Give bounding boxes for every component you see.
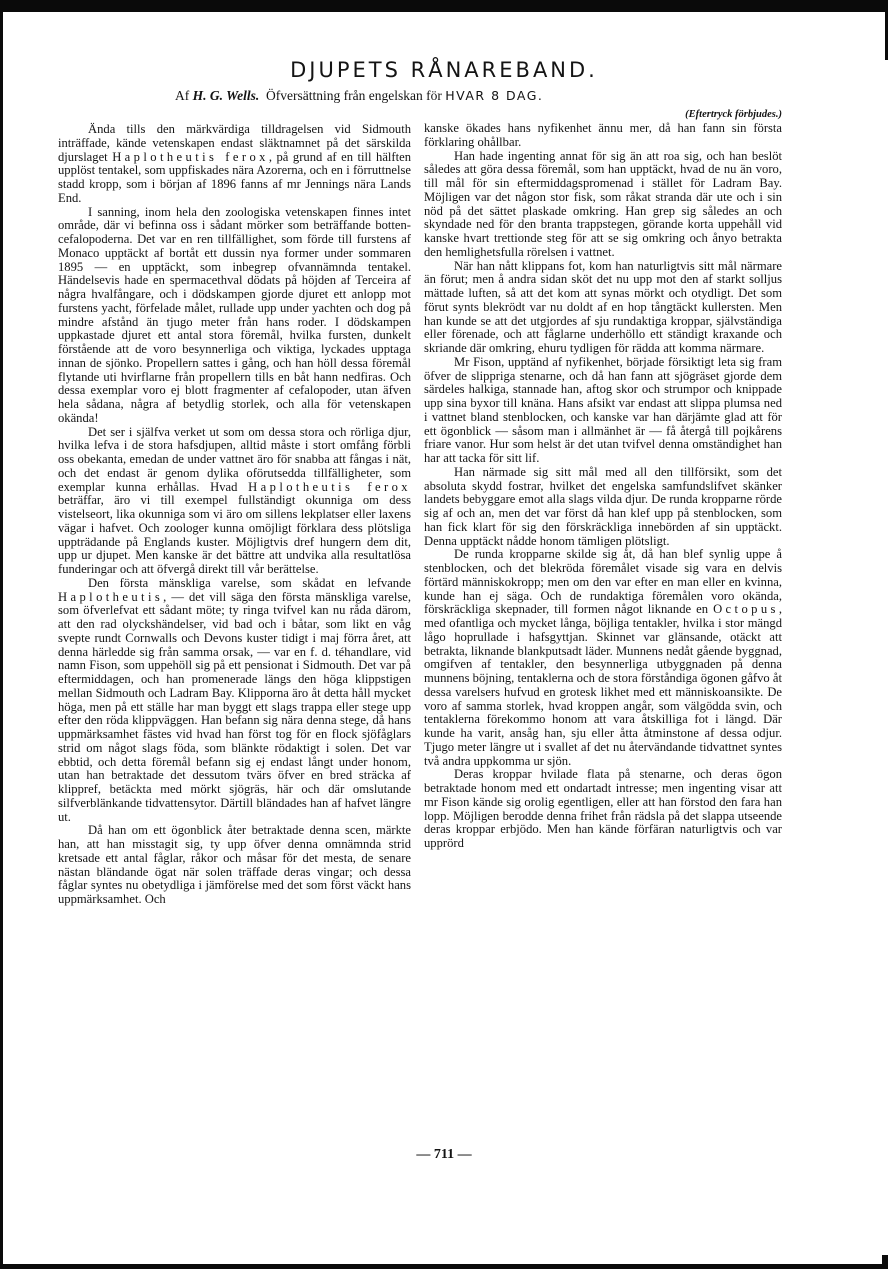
paragraph: Deras kroppar hvilade flata på stenarne, och deras ögon betraktade honom med ett ondartadt intresse; men ingenting visar att mr Fison kände sig orolig egentligen, eller att han förstod den fara han lopp. Möjligen berodde denna frihet från rädsla på det slappa utseende deras kroppar erbjödo. Men han kände förfäran naturligtvis och var upprörd — [424, 767, 782, 850]
paragraph: Han hade ingenting annat för sig än att roa sig, och han beslöt således att göra dessa föremål, som han upptäckt, hvad de nu än voro, till mål för sin eftermiddagspromenad i stället för Ladram Bay. Möjligen var det någon stor fisk, som råkat stranda där ute och i sin nöd på det sättet plaskade omkring. Han grep sig således an och skyndade ned för den branta trappstegen, görande korta uppehåll vid kanske hvart trettionde steg för att se sig omkring och ånyo betrakta den hemlighetsfulla rörelsen i vattnet. — [424, 148, 782, 259]
paragraph: Mr Fison, upptänd af nyfikenhet, började försiktigt leta sig fram öfver de slippriga stenarne, och då han fann att sjögräset gjorde dem särdeles halkiga, stannade han, aftog skor och strumpor och knippade upp sina byxor till knäna. Hans afsikt var endast att slippa plumsa ned i vattnet bland stenblocken, och kanske var han därjämte glad att för ett ögonblick — såsom man i allmänhet är — få återgå till pojkårens friare vanor. Hur som helst är det utan tvifvel denna omständighet han har att tacka för sitt lif. — [424, 354, 782, 465]
paragraph: Ända tills den märkvärdiga tilldragelsen vid Sidmouth inträffade, kände vetenskapen endast släktnamnet på det särskilda djurslaget Haplotheutis ferox, på grund af en till hälften upplöst tentakel, som uppfiskades nära Azorerna, och en i förruttnelse stadd kropp, som i början af 1896 fanns af mr Jennings nära Lands End. — [58, 122, 411, 205]
scan-edge-top — [0, 0, 888, 12]
translation-note: Öfversättning från engelskan för — [266, 88, 442, 103]
byline-prefix: Af — [175, 88, 190, 103]
species-name: Haplotheutis ferox — [112, 149, 269, 164]
paragraph: I sanning, inom hela den zoologiska vetenskapen finnes intet område, där vi befinna oss i sådant mörker som beträffande botten-cefalopoderna. Det var en ren tillfällighet, som förde till furstens af Monaco upptäckt af bortåt ett dussin nya former under sommaren 1895 — en upptäckt, som inbegrep ofvannämnda tentakel. Händelsevis hade en spermacethval dödats på höjden af Terceira af några hvalfångare, och i dödskampen gjorde djuret ett anlopp mot furstens yacht, förfelade målet, rullade upp under yachten och dog på mindre afstånd än tjugo meter från hans roder. I dödskampen uppkastade djuret ett antal stora föremål, hvilka fursten, dunkelt förstående att de voro besynnerliga och viktiga, lyckades upptaga innan de sjönko. Propellern sattes i gång, och han höll dessa föremål flytande uti hvirflarne från propellern tills en båt hann nedfiras. Och dessa exemplar voro ej blott fragmenter af cefalopoder, utan äfven hela sådana, några af betydlig storlek, och alla för vetenskapen okända! — [58, 204, 411, 425]
paragraph: Den första mänskliga varelse, som skådat en lefvande Haplotheutis, — det vill säga den första mänskliga varelse, som öfverlefvat ett sådant möte; ty ringa tvifvel kan nu råda därom, att den rad olyckshändelser, vid bad och i båtar, som likt en våg svepte rundt Cornwalls och Devons kuster tidigt i maj förra året, att denna härledde sig från samma orsak, — var en f. d. téhandlare, vid namn Fison, som uppehöll sig på ett pensionat i Sidmouth. Det var på eftermiddagen, och han promenerade längs den höga klippstigen mellan Sidmouth och Ladram Bay. Klipporna äro åt detta håll mycket höga, men på ett ställe har man byggt ett slags trappa eller stege upp efter den röda klippväggen. Han befann sig nära denna stege, då hans uppmärksamhet fästes vid hvad han först tog för en flock sjöfåglars strid om något slags föda, som blänkte rödaktigt i solen. Det var ebbtid, och detta föremål befann sig ej endast långt under honom, utan han betraktade det dessutom tvärs öfver en bred sträcka af klippref, betäckta med mörkt sjögräs, här och där omslutande silfverblänkande tidvattensytor. Därtill bländades han af hafvet längre ut. — [58, 575, 411, 824]
scan-edge-left — [0, 0, 3, 1269]
right-column — [424, 122, 782, 851]
paragraph: De runda kropparne skilde sig åt, då han blef synlig uppe å stenblocken, och det blekröda föremålet visade sig vara en delvis förtärd människokropp; men om den var efter en man eller en kvinna, kunde han ej säga. Och de rundaktiga föremålen voro okända, förskräckliga skepnader, till formen något liknande en Octopus, med ofantliga och mycket långa, böjliga tentakler, hvilka i stor mängd lågo hoprullade i hafsgyttjan. Skinnet var glänsande, otäckt att betrakta, liknande blankputsadt läder. Munnens nedåt gående byggnad, omgifven af tentakler, den besynnerliga utbyggnaden på denna munnens böjning, tentaklerna och de stora förståndiga ögonen gåfvo åt dessa varelsers hufvud en grotesk likhet med ett människoansikte. De voro af samma storlek, hvad kroppen angår, som välgödda svin, och tentaklerna förekommo honom att vara åtskilliga fot i längd. Där kunde ha varit, ansåg han, sju eller åtta åtminstone af dessa odjur. Tjugo meter längre ut i svallet af det nu återvändande tidvattnet syntes två andra uppkomma ur sjön. — [424, 547, 782, 768]
paragraph: Han närmade sig sitt mål med all den tillförsikt, som det absoluta skydd fostrar, hvilket det engelska samfundslifvet skänker landets bebyggare emot alla slags vilda djur. De runda kropparne rörde sig af och an, men det var först då han klef upp på stenblocken, som han fick klart för sig den förskräckliga innebörden af sin upptäckt. Denna upptäckt nådde honom tämligen plötsligt. — [424, 464, 782, 548]
magazine-name: HVAR 8 DAG. — [445, 88, 544, 103]
byline — [175, 88, 543, 104]
page-number: — 711 — — [416, 1147, 472, 1162]
species-name: Haplotheutis — [58, 589, 164, 604]
scan-edge-bottom — [0, 1264, 888, 1269]
article-title: DJUPETS RÅNAREBAND. — [290, 58, 598, 82]
reprint-notice: (Eftertryck förbjudes.) — [685, 109, 782, 120]
paragraph: När han nått klippans fot, kom han naturligtvis sitt mål närmare än förut; men å andra sidan sköt det nu upp mot den af starkt solljus mättade luften, så att det kom att synas mörkt och otydligt. Det som förut synts blekrödt var nu doldt af en hop tångtäckt kullersten. Men han kunde se att det utgjordes af sju rundaktiga kroppar, självständiga eller förenade, och att fåglarne underhöllo ett ständigt kraxande och skriande där omkring, ehuru tydligen för rädda att komma närmare. — [424, 258, 782, 355]
paragraph-continued: kanske ökades hans nyfikenhet ännu mer, då han fann sin första förklaring ohållbar. — [424, 121, 782, 149]
left-column — [58, 123, 411, 907]
paragraph: Då han om ett ögonblick åter betraktade denna scen, märkte han, att han misstagit sig, ty upp öfver denna omnämnda strid kretsade ett antal fåglar, råkor och måsar för det mesta, de senare nästan bländande ögat när solen träffade deras vingar; och dessa fåglar syntes nu obetydliga i jämförelse med det som först väckt hans uppmärksamhet. Och — [58, 823, 411, 906]
paragraph: Det ser i själfva verket ut som om dessa stora och rörliga djur, hvilka lefva i de stora hafsdjupen, alltid måste i stort omfång förbli oss obekanta, emedan de under vattnet äro för snabba att fångas i nät, och det endast är genom dylika oförutsedda tillfälligheter, som exemplar kunna erhållas. Hvad Haplotheutis ferox beträffar, äro vi till exempel fullständigt okunniga om dess vistelseort, lika okunniga som vi äro om sillens lekplatser eller laxens vägar i hafvet. Och zoologer kunna omöjligt förklara dess plötsliga uppträdande på Englands kuster. Möjligtvis dref hungern dem dit, upp ur djupet. Men kanske är det bättre att undvika alla resultatlösa funderingar och att öfvergå direkt till vår berättelse. — [58, 424, 411, 576]
species-name: Octopus — [713, 602, 779, 617]
species-name: Haplotheutis ferox — [248, 479, 411, 494]
author-name: H. G. Wells. — [192, 88, 260, 103]
scan-edge-corner — [882, 1255, 888, 1269]
